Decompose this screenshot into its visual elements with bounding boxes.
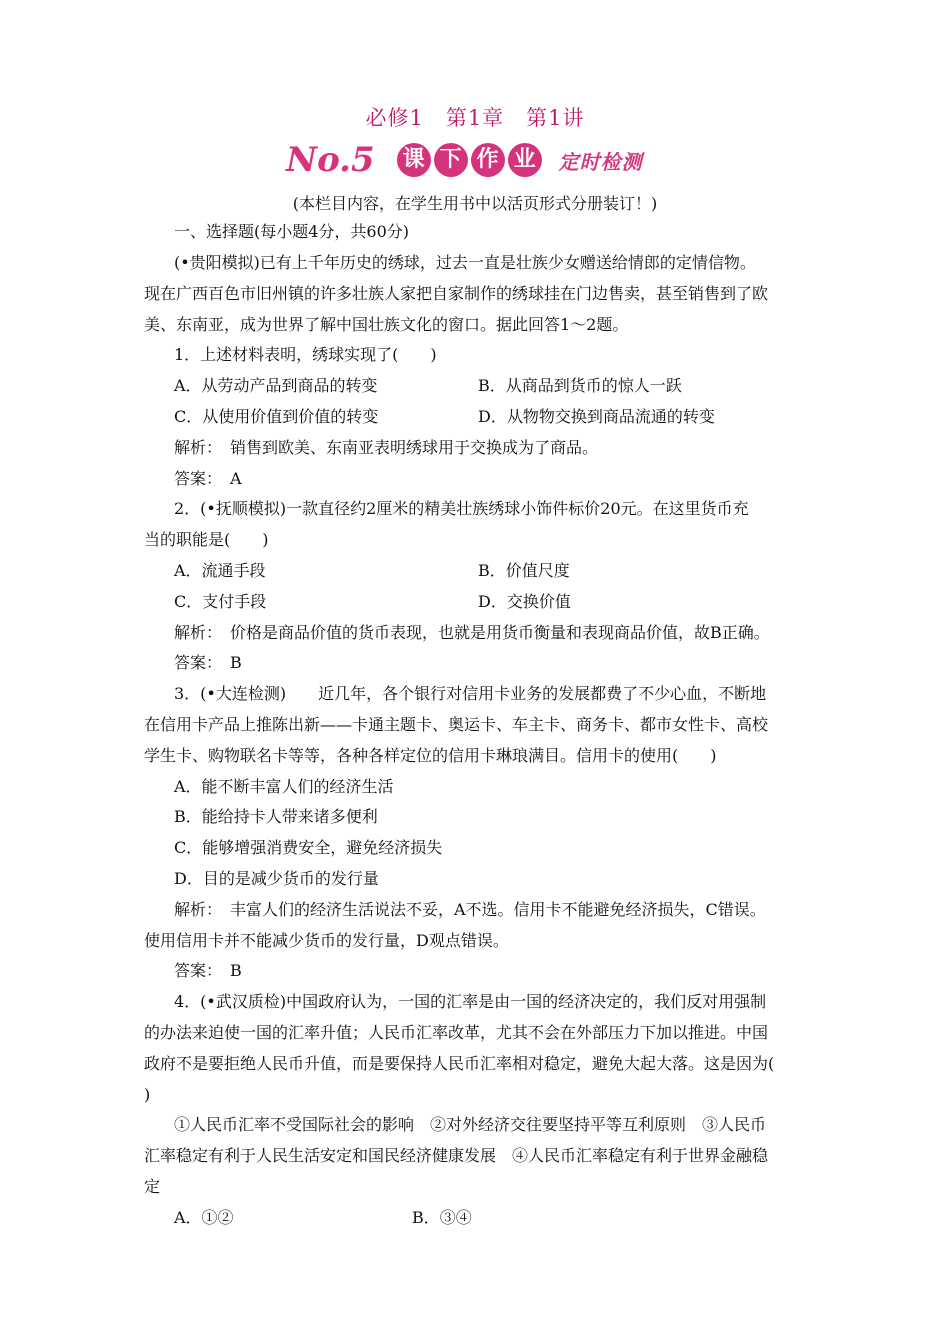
- q2-option-c: C．支付手段: [174, 592, 267, 611]
- intro-line-1: (•贵阳模拟)已有上千年历史的绣球，过去一直是壮族少女赠送给情郎的定情信物。: [174, 253, 756, 272]
- q2-option-d: D．交换价值: [478, 592, 571, 611]
- q3-option-a: A．能不断丰富人们的经济生活: [174, 777, 394, 796]
- q2-stem-1: 2．(•抚顺模拟)一款直径约2厘米的精美壮族绣球小饰件标价20元。在这里货币充: [174, 499, 749, 518]
- q1-analysis: 解析： 销售到欧美、东南亚表明绣球用于交换成为了商品。: [174, 438, 599, 457]
- q3-stem-1: 3．(•大连检测) 近几年，各个银行对信用卡业务的发展都费了不少心血，不断地: [174, 684, 767, 703]
- q1-option-b: B．从商品到货币的惊人一跃: [478, 376, 682, 395]
- intro-line-2: 现在广西百色市旧州镇的许多壮族人家把自家制作的绣球挂在门边售卖，甚至销售到了欧: [144, 284, 769, 303]
- banner-char-1: 课: [397, 143, 431, 177]
- q3-analysis-2: 使用信用卡并不能减少货币的发行量，D观点错误。: [144, 931, 509, 950]
- q1-option-c: C．从使用价值到价值的转变: [174, 407, 379, 426]
- section-heading: 一、选择题(每小题4分，共60分): [174, 222, 410, 241]
- intro-line-3: 美、东南亚，成为世界了解中国壮族文化的窗口。据此回答1～2题。: [144, 315, 629, 334]
- q4-stem-4: ): [144, 1085, 151, 1104]
- q3-analysis-1: 解析： 丰富人们的经济生活说法不妥，A不选。信用卡不能避免经济损失，C错误。: [174, 900, 766, 919]
- q3-answer: 答案： B: [174, 961, 242, 980]
- q2-option-b: B．价值尺度: [478, 561, 570, 580]
- q1-stem: 1．上述材料表明，绣球实现了( ): [174, 345, 437, 364]
- banner-timed-test: 定时检测: [558, 149, 643, 174]
- q2-option-a: A．流通手段: [174, 561, 266, 580]
- q4-options-line-1: ①人民币汇率不受国际社会的影响 ②对外经济交往要坚持平等互利原则 ③人民币: [174, 1115, 767, 1134]
- page-title: 必修1 第1章 第1讲: [365, 106, 585, 130]
- q4-stem-3: 政府不是要拒绝人民币升值，而是要保持人民币汇率相对稳定，避免大起大落。这是因为(: [144, 1054, 775, 1073]
- q2-answer: 答案： B: [174, 653, 242, 672]
- q4-options-line-2: 汇率稳定有利于人民生活安定和国民经济健康发展 ④人民币汇率稳定有利于世界金融稳: [144, 1146, 769, 1165]
- q3-option-d: D．目的是减少货币的发行量: [174, 869, 379, 888]
- binding-note: (本栏目内容，在学生用书中以活页形式分册装订！): [292, 194, 658, 213]
- q3-stem-3: 学生卡、购物联名卡等等，各种各样定位的信用卡琳琅满目。信用卡的使用( ): [144, 746, 717, 765]
- q1-option-a: A．从劳动产品到商品的转变: [174, 376, 378, 395]
- banner-number: No.5: [286, 140, 375, 180]
- q3-option-b: B．能给持卡人带来诸多便利: [174, 807, 378, 826]
- q4-stem-2: 的办法来迫使一国的汇率升值；人民币汇率改革，尤其不会在外部压力下加以推进。中国: [144, 1023, 769, 1042]
- q4-choice-b: B．③④: [412, 1208, 472, 1227]
- q4-stem-1: 4．(•武汉质检)中国政府认为，一国的汇率是由一国的经济决定的，我们反对用强制: [174, 992, 767, 1011]
- q3-option-c: C．能够增强消费安全，避免经济损失: [174, 838, 443, 857]
- q4-choice-a: A．①②: [174, 1208, 234, 1227]
- q4-options-line-3: 定: [144, 1177, 161, 1196]
- q1-answer: 答案： A: [174, 469, 242, 488]
- banner-char-4: 业: [508, 143, 542, 177]
- q2-stem-2: 当的职能是( ): [144, 530, 269, 549]
- banner-char-2: 下: [434, 143, 468, 177]
- homework-banner: [286, 138, 643, 182]
- q2-analysis: 解析： 价格是商品价值的货币表现，也就是用货币衡量和表现商品价值，故B正确。: [174, 623, 770, 642]
- banner-char-3: 作: [471, 143, 505, 177]
- q3-stem-2: 在信用卡产品上推陈出新——卡通主题卡、奥运卡、车主卡、商务卡、都市女性卡、高校: [144, 715, 769, 734]
- q1-option-d: D．从物物交换到商品流通的转变: [478, 407, 715, 426]
